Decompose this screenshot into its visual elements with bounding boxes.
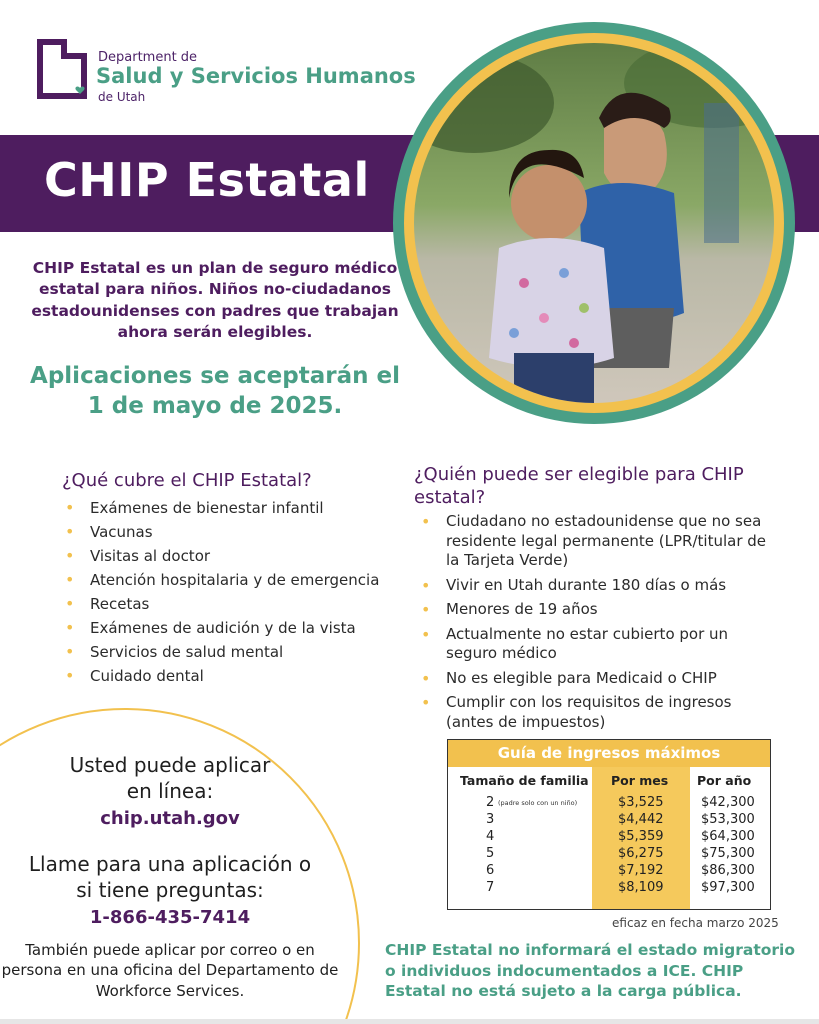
effective-date: eficaz en fecha marzo 2025 <box>612 916 779 930</box>
utah-state-icon <box>36 38 92 100</box>
family-size: 5 <box>486 846 495 861</box>
table-row <box>448 812 770 829</box>
logo-state-text: de Utah <box>98 90 146 104</box>
table-row <box>448 846 770 863</box>
apply-online-line1: Usted puede aplicar <box>69 753 271 777</box>
yearly-income: $86,300 <box>701 863 755 878</box>
list-item: • Cuidado dental <box>62 666 402 690</box>
monthly-income: $6,275 <box>618 846 664 861</box>
page-bottom-edge <box>0 1019 819 1024</box>
income-table <box>447 739 771 910</box>
table-row <box>448 880 770 897</box>
yearly-income: $97,300 <box>701 880 755 895</box>
yearly-income: $64,300 <box>701 829 755 844</box>
logo-department-text: Department de <box>98 50 198 65</box>
list-item: • Atención hospitalaria y de emergencia <box>62 570 402 594</box>
row-note: (padre solo con un niño) <box>498 799 578 807</box>
phone-link[interactable]: 1-866-435-7414 <box>89 907 251 928</box>
eligibility-list <box>418 512 778 737</box>
contact-section <box>0 752 340 1000</box>
yearly-income: $42,300 <box>701 795 755 810</box>
yearly-income: $53,300 <box>701 812 755 827</box>
header-yearly: Por año <box>697 773 752 788</box>
eligibility-heading: ¿Quién puede ser elegible para CHIP estatal? <box>414 464 744 509</box>
table-row <box>448 863 770 880</box>
coverage-heading: ¿Qué cubre el CHIP Estatal? <box>62 470 312 491</box>
monthly-income: $4,442 <box>618 812 664 827</box>
list-item: • Visitas al doctor <box>62 546 402 570</box>
list-item: • Recetas <box>62 594 402 618</box>
department-logo <box>36 38 416 108</box>
page-title: CHIP Estatal <box>44 153 370 207</box>
table-row <box>448 829 770 846</box>
list-item: • Exámenes de bienestar infantil <box>62 498 402 522</box>
family-size: 6 <box>486 863 495 878</box>
call-line1: Llame para una aplicación o <box>28 852 312 876</box>
list-item: • Cumplir con los requisitos de ingresos (antes de impuestos) <box>418 693 778 732</box>
family-size: 3 <box>486 812 495 827</box>
intro-paragraph: CHIP Estatal es un plan de seguro médico estatal para niños. Niños no-ciudadanos estadounidenses con padres que trabajan ahora serán elegibles. <box>31 259 399 342</box>
header-family-size: Tamaño de familia <box>460 773 589 788</box>
family-size: 2 <box>486 795 495 810</box>
list-item: • Vacunas <box>62 522 402 546</box>
call-line2: si tiene preguntas: <box>76 878 264 902</box>
application-date-headline: Aplicaciones se aceptarán el 1 de mayo de 2025. <box>30 363 400 419</box>
list-item: • Menores de 19 años <box>418 600 778 620</box>
children-photo <box>414 43 774 403</box>
yearly-income: $75,300 <box>701 846 755 861</box>
website-link[interactable]: chip.utah.gov <box>100 808 240 829</box>
logo-agency-name: Salud y Servicios Humanos <box>96 64 416 88</box>
list-item: • Ciudadano no estadounidense que no sea residente legal permanente (LPR/titular de la Tarjeta Verde) <box>418 512 778 571</box>
children-photo-icon <box>414 43 774 403</box>
income-table-title: Guía de ingresos máximos <box>448 740 770 767</box>
header-monthly: Por mes <box>611 773 669 788</box>
immigration-notice: CHIP Estatal no informará el estado migratorio o individuos indocumentados a ICE. CHIP Estatal no está sujeto a la carga pública. <box>385 941 796 1001</box>
family-size: 7 <box>486 880 495 895</box>
family-size: 4 <box>486 829 495 844</box>
monthly-income: $8,109 <box>618 880 664 895</box>
mail-in-person-text: También puede aplicar por correo o en persona en una oficina del Departamento de Workforce Services. <box>1 941 339 1000</box>
list-item: • Vivir en Utah durante 180 días o más <box>418 576 778 596</box>
list-item: • Exámenes de audición y de la vista <box>62 618 402 642</box>
apply-online-line2: en línea: <box>126 779 214 803</box>
table-row <box>448 795 770 812</box>
list-item: • Servicios de salud mental <box>62 642 402 666</box>
coverage-list <box>62 498 402 690</box>
monthly-income: $5,359 <box>618 829 664 844</box>
list-item: • No es elegible para Medicaid o CHIP <box>418 669 778 689</box>
monthly-income: $3,525 <box>618 795 664 810</box>
monthly-income: $7,192 <box>618 863 664 878</box>
list-item: • Actualmente no estar cubierto por un seguro médico <box>418 625 778 664</box>
